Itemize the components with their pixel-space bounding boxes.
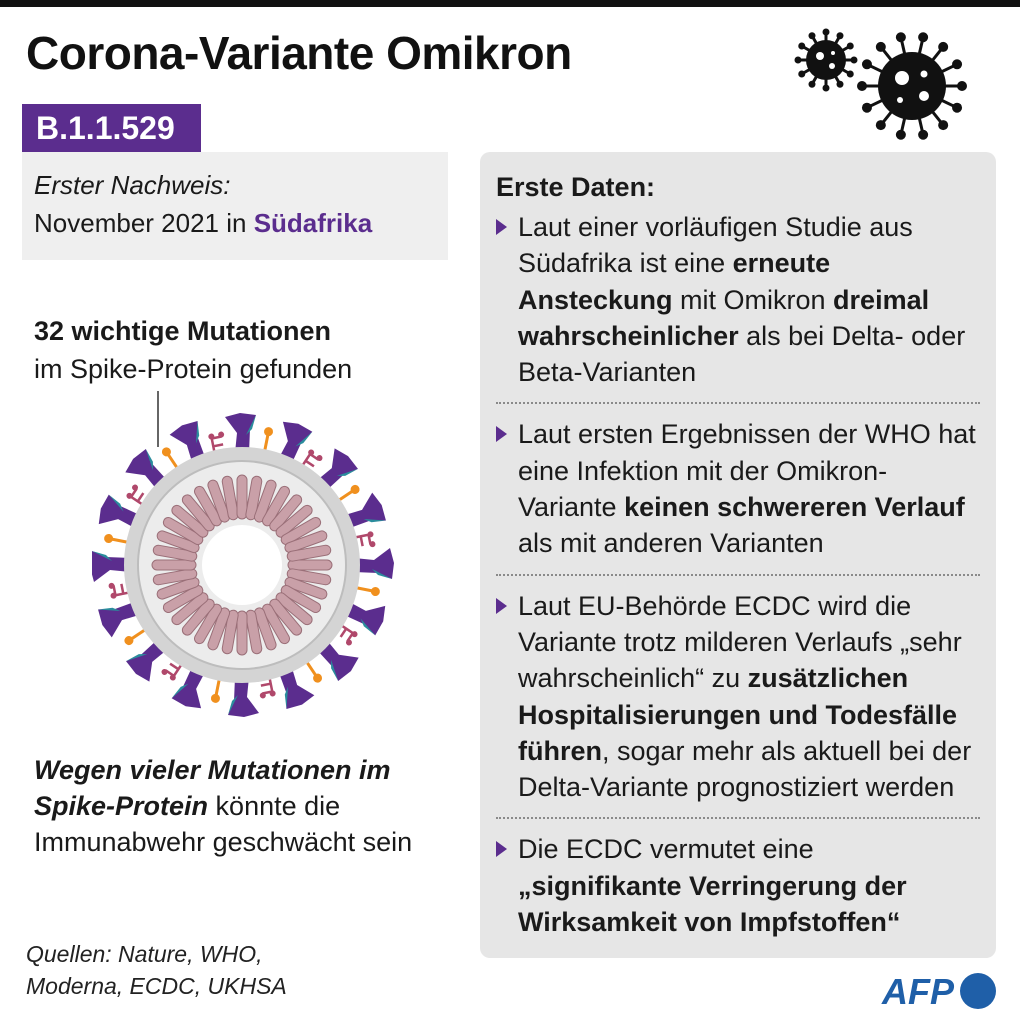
data-item-1 [496, 209, 980, 404]
first-detection-box [22, 152, 448, 260]
immune-note-rest: könnte die Immunabwehr geschwächt sein [34, 791, 413, 857]
sources-line-1: Quellen: Nature, WHO, [26, 941, 263, 967]
bullet-triangle-icon [496, 219, 507, 235]
immune-note [34, 752, 454, 860]
body-text: als mit anderen Varianten [518, 528, 824, 559]
emphasis-text: „signifikante Verringerung der Wirksamkeit von Impfstoffen“ [518, 870, 907, 938]
sources [26, 938, 287, 1002]
data-item-3 [496, 588, 980, 820]
small-virus-icon [795, 29, 858, 92]
top-rule [0, 0, 1020, 7]
virus-icons [790, 24, 980, 144]
afp-logo [880, 966, 1000, 1016]
bullet-triangle-icon [496, 426, 507, 442]
data-item-2 [496, 416, 980, 575]
data-item-4 [496, 831, 980, 952]
first-data-panel [480, 152, 996, 958]
data-list [496, 209, 980, 952]
body-text: Die ECDC vermutet eine [518, 834, 814, 865]
emphasis-text: erneute Ansteckung [518, 248, 831, 315]
body-text: Laut EU-Behörde ECDC wird die Variante trotz milderen Verlaufs „sehr wahrscheinlich“ zu [518, 590, 962, 694]
afp-logo-text: AFP [882, 971, 954, 1012]
body-text: mit Omikron [672, 284, 834, 315]
body-text: Laut ersten Ergebnissen der WHO hat eine Infektion mit der Omikron-Variante [518, 419, 976, 523]
page-title: Corona-Variante Omikron [26, 27, 572, 79]
data-panel-title: Erste Daten: [496, 172, 656, 202]
mutations-count: 32 wichtige Mutationen [34, 316, 332, 346]
afp-logo-dot [960, 973, 996, 1009]
sources-line-2: Moderna, ECDC, UKHSA [26, 973, 287, 999]
emphasis-text: dreimal wahrscheinlicher [518, 284, 930, 351]
body-text: , sogar mehr als aktuell bei der Delta-Variante prognostiziert werden [518, 735, 972, 803]
first-detection-place: Südafrika [253, 208, 373, 238]
body-text: als bei Delta- oder Beta-Varianten [518, 320, 966, 388]
coronavirus-illustration [92, 385, 402, 725]
first-detection-date: November 2021 in [34, 208, 254, 238]
immune-note-emphasis: Wegen vieler Mutationen im Spike-Protein [34, 755, 391, 821]
mutations-detail: im Spike-Protein gefunden [34, 354, 353, 384]
bullet-triangle-icon [496, 841, 507, 857]
emphasis-text: zusätzlichen Hospitalisierungen und Todesfälle führen [518, 663, 958, 766]
emphasis-text: keinen schwereren Verlauf [624, 492, 965, 523]
variant-code-badge: B.1.1.529 [22, 104, 201, 152]
large-virus-icon [857, 32, 967, 139]
body-text: Laut einer vorläufigen Studie aus Südafrika ist eine [518, 212, 913, 279]
bullet-triangle-icon [496, 598, 507, 614]
first-detection-label: Erster Nachweis: [34, 170, 231, 200]
mutations-note [34, 312, 352, 388]
